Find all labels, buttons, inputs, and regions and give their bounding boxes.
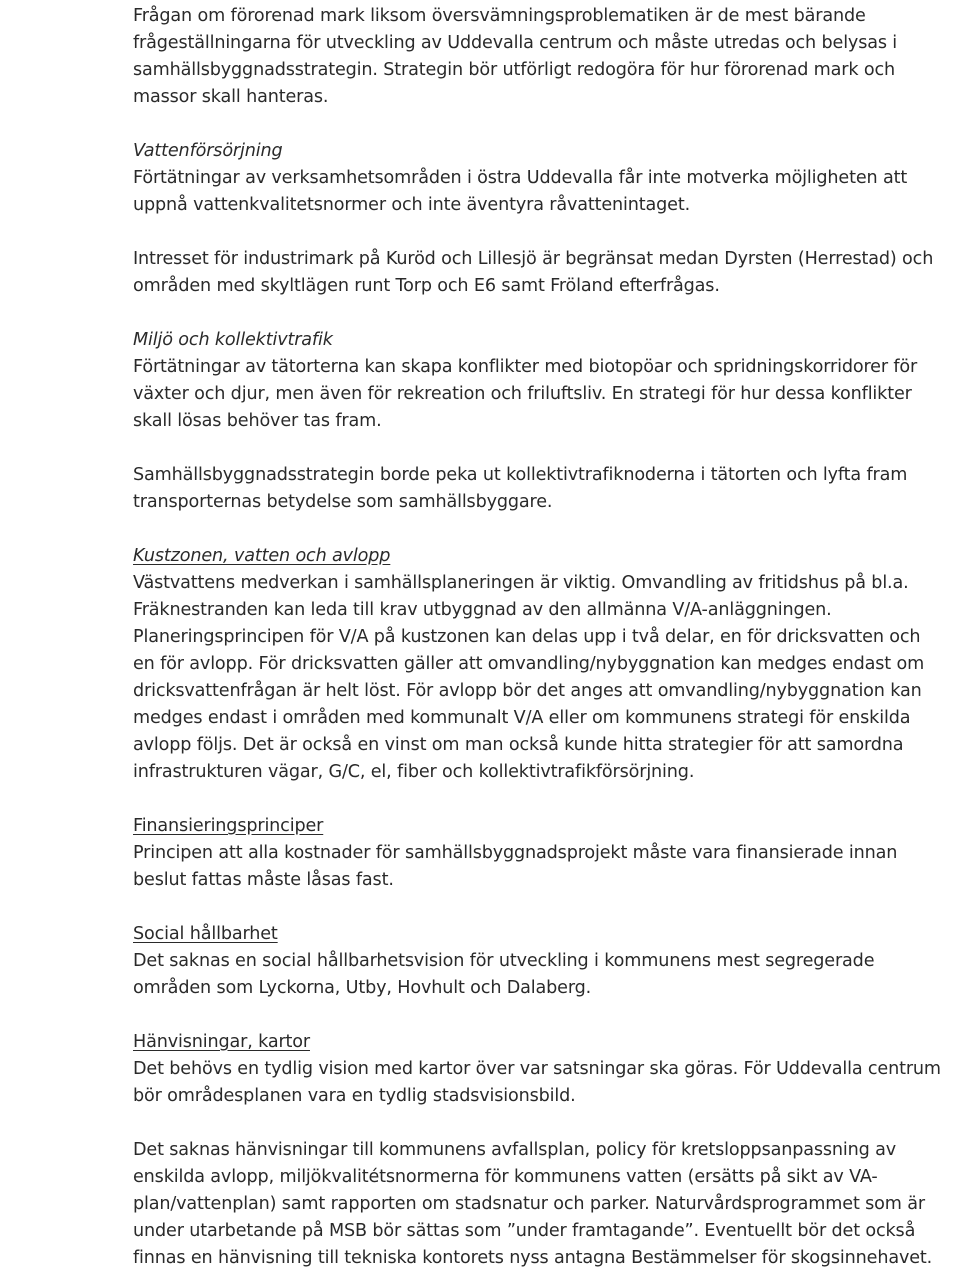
text-line: Det saknas en social hållbarhetsvision för utveckling i kommunens mest segregerade (133, 951, 875, 971)
text-line: medges endast i områden med kommunalt V/A eller om kommunens strategi för enskilda (133, 708, 911, 728)
text-line: Intresset för industrimark på Kuröd och Lillesjö är begränsat medan Dyrsten (Herrestad) och (133, 249, 934, 269)
document-body (133, 3, 953, 1272)
text-line: områden som Lyckorna, Utby, Hovhult och Dalaberg. (133, 978, 592, 998)
text-line: beslut fattas måste låsas fast. (133, 870, 394, 890)
text-line: frågeställningarna för utveckling av Uddevalla centrum och måste utredas och belysas i (133, 33, 898, 53)
paragraph-public-transport (133, 462, 953, 516)
text-line: transporternas betydelse som samhällsbyggare. (133, 492, 553, 512)
section-financing (133, 813, 953, 894)
heading-water-supply: Vattenförsörjning (133, 141, 283, 161)
section-references-maps (133, 1029, 953, 1110)
paragraph-spacer (133, 786, 953, 813)
text-line: Fräknestranden kan leda till krav utbyggnad av den allmänna V/A-anläggningen. (133, 600, 832, 620)
text-line: Principen att alla kostnader för samhällsbyggnadsprojekt måste vara finansierade innan (133, 843, 898, 863)
heading-social-sustainability: Social hållbarhet (133, 924, 278, 944)
text-line: enskilda avlopp, miljökvalitétsnormerna för kommunens vatten (ersätts på sikt av VA- (133, 1167, 878, 1187)
text-line: Det saknas hänvisningar till kommunens avfallsplan, policy för kretsloppsanpassning av (133, 1140, 896, 1160)
paragraph-spacer (133, 516, 953, 543)
text-line: områden med skyltlägen runt Torp och E6 samt Fröland efterfrågas. (133, 276, 720, 296)
section-environment-transit (133, 327, 953, 435)
text-line: dricksvattenfrågan är helt löst. För avlopp bör det anges att omvandling/nybyggnation kan (133, 681, 922, 701)
text-line: under utarbetande på MSB bör sättas som ”under framtagande”. Eventuellt bör det också (133, 1221, 916, 1241)
text-line: Västvattens medverkan i samhällsplaneringen är viktig. Omvandling av fritidshus på bl.a. (133, 573, 909, 593)
text-line: en för avlopp. För dricksvatten gäller att omvandling/nybyggnation kan medges endast om (133, 654, 925, 674)
section-coastal-zone (133, 543, 953, 786)
paragraph-polluted-land (133, 3, 953, 111)
text-line: Förtätningar av verksamhetsområden i östra Uddevalla får inte motverka möjligheten att (133, 168, 908, 188)
paragraph-missing-references (133, 1137, 953, 1272)
text-line: plan/vattenplan) samt rapporten om stadsnatur och parker. Naturvårdsprogrammet som är (133, 1194, 925, 1214)
text-line: avlopp följs. Det är också en vinst om man också kunde hitta strategier för att samordna (133, 735, 904, 755)
text-line: Förtätningar av tätorterna kan skapa konflikter med biotopöar och spridningskorridorer för (133, 357, 918, 377)
text-line: växter och djur, men även för rekreation och friluftsliv. En strategi för hur dessa konflikter (133, 384, 912, 404)
text-line: infrastrukturen vägar, G/C, el, fiber och kollektivtrafikförsörjning. (133, 762, 695, 782)
text-line: uppnå vattenkvalitetsnormer och inte äventyra råvattenintaget. (133, 195, 691, 215)
section-water-supply (133, 138, 953, 219)
text-line: Frågan om förorenad mark liksom översvämningsproblematiken är de mest bärande (133, 6, 866, 26)
paragraph-spacer (133, 1110, 953, 1137)
heading-environment-transit: Miljö och kollektivtrafik (133, 330, 333, 350)
text-line: samhällsbyggnadsstrategin. Strategin bör utförligt redogöra för hur förorenad mark och (133, 60, 895, 80)
paragraph-spacer (133, 435, 953, 462)
section-social-sustainability (133, 921, 953, 1002)
text-line: massor skall hanteras. (133, 87, 329, 107)
text-line: skall lösas behöver tas fram. (133, 411, 382, 431)
paragraph-spacer (133, 111, 953, 138)
text-line: Samhällsbyggnadsstrategin borde peka ut kollektivtrafiknoderna i tätorten och lyfta fram (133, 465, 908, 485)
text-line: finnas en hänvisning till tekniska kontorets nyss antagna Bestämmelser för skogsinnehavet. (133, 1248, 933, 1268)
text-line: Planeringsprincipen för V/A på kustzonen kan delas upp i två delar, en för dricksvatten och (133, 627, 921, 647)
paragraph-spacer (133, 1002, 953, 1029)
paragraph-spacer (133, 300, 953, 327)
paragraph-spacer (133, 219, 953, 246)
paragraph-industrial-land (133, 246, 953, 300)
text-line: bör områdesplanen vara en tydlig stadsvisionsbild. (133, 1086, 576, 1106)
paragraph-spacer (133, 894, 953, 921)
heading-financing: Finansieringsprinciper (133, 816, 324, 836)
heading-references-maps: Hänvisningar, kartor (133, 1032, 310, 1052)
heading-coastal-zone: Kustzonen, vatten och avlopp (133, 546, 391, 566)
text-line: Det behövs en tydlig vision med kartor över var satsningar ska göras. För Uddevalla centrum (133, 1059, 941, 1079)
